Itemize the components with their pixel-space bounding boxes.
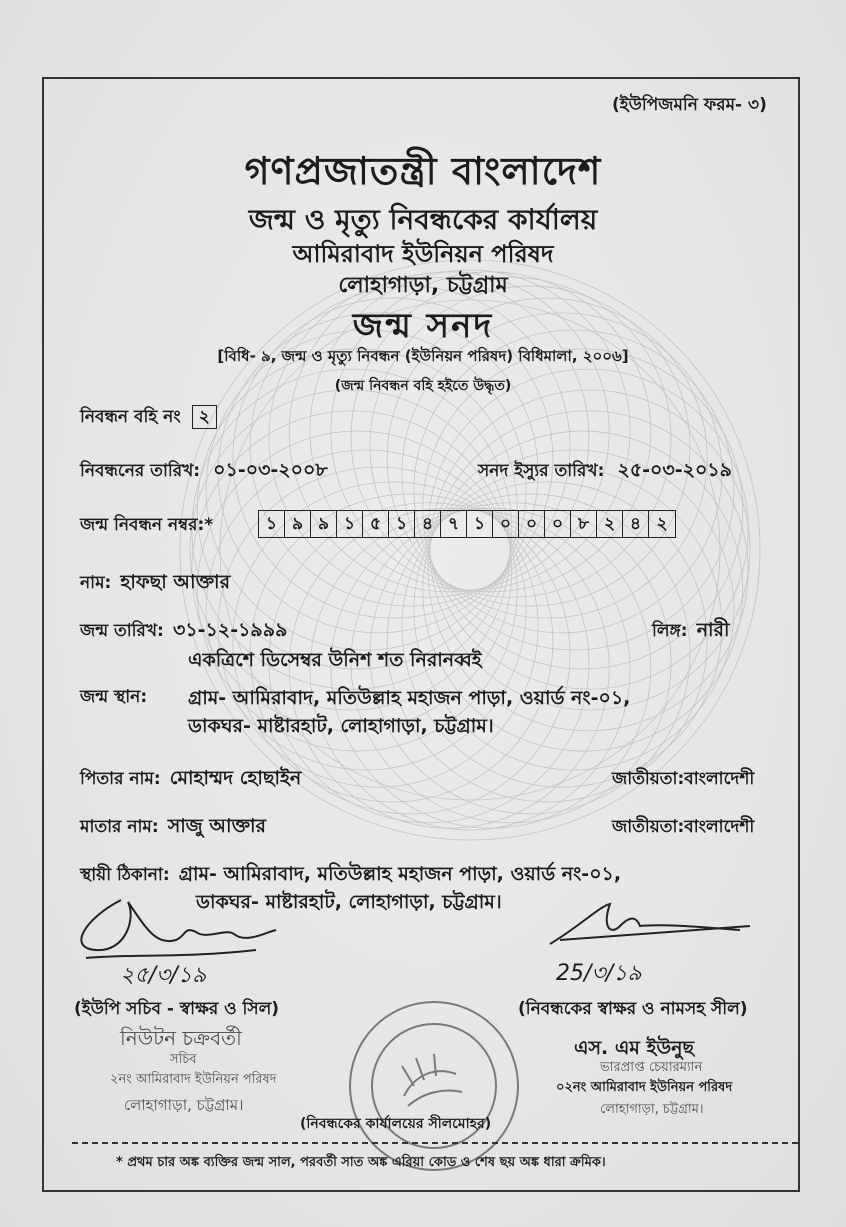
- footnote-divider: [72, 1142, 798, 1144]
- birth-reg-digit: ১: [259, 511, 285, 537]
- registrar-caption: (নিবন্ধকের স্বাক্ষর ও নামসহ সীল): [518, 999, 748, 1019]
- registrar-stamp-place: লোহাগাড়া, চট্টগ্রাম।: [600, 1102, 704, 1117]
- birthplace-label: জন্ম স্থান:: [80, 687, 148, 707]
- birth-reg-digit: ৫: [363, 511, 389, 537]
- secretary-caption: (ইউপি সচিব - স্বাক্ষর ও সিল): [74, 999, 280, 1019]
- registration-date-value: ০১-০৩-২০০৮: [213, 459, 328, 481]
- register-book-number: ২: [192, 405, 217, 429]
- footnote: * প্রথম চার অঙ্ক ব্যক্তির জন্ম সাল, পরবর্তী সাত অঙ্ক এরিয়া কোড ও শেষ ছয় অঙ্ক ধারা ক্রমিক।: [116, 1155, 606, 1170]
- register-book-label: নিবন্ধন বহি নং: [80, 407, 181, 427]
- name-label: নাম:: [80, 573, 112, 593]
- birth-reg-digit: ৪: [415, 511, 441, 537]
- father-nationality: বাংলাদেশী: [684, 769, 755, 789]
- sex-value: নারী: [696, 619, 730, 641]
- secretary-stamp-name: নিউটন চক্রবর্তী: [120, 1026, 242, 1050]
- mother-nationality-label: জাতীয়তা:: [612, 817, 685, 837]
- dob-in-words: একত্রিশে ডিসেম্বর উনিশ শত নিরানব্বই: [188, 649, 482, 671]
- registrar-signature-date: 25/৩/১৯: [556, 961, 642, 986]
- birth-reg-digit: ২: [656, 514, 668, 534]
- mother-nationality-row: [612, 814, 754, 842]
- sex-row: [652, 616, 729, 648]
- birth-reg-digit: ০: [493, 511, 519, 537]
- secretary-stamp-place: লোহাগাড়া, চট্টগ্রাম।: [124, 1096, 244, 1114]
- birth-reg-label: [80, 512, 213, 540]
- union-heading: আমিরাবাদ ইউনিয়ন পরিষদ: [292, 240, 554, 268]
- registrar-stamp-name: এস. এম ইউনুছ: [574, 1037, 694, 1059]
- office-heading: জন্ম ও মৃত্যু নিবন্ধকের কার্যালয়: [248, 203, 598, 236]
- father-nationality-label: জাতীয়তা:: [612, 769, 685, 789]
- mother-label: মাতার নাম:: [80, 817, 159, 837]
- address-line-1: গ্রাম- আমিরাবাদ, মতিউল্লাহ মহাজন পাড়া, ওয়ার্ড নং-০১,: [178, 863, 622, 885]
- birth-reg-digit: ০: [519, 511, 545, 537]
- registrar-stamp-union: ০২নং আমিরাবাদ ইউনিয়ন পরিষদ: [556, 1080, 733, 1095]
- birth-reg-digit: ২: [597, 511, 623, 537]
- birth-reg-label-text: জন্ম নিবন্ধন নম্বর:*: [80, 515, 214, 535]
- register-book-row: [80, 404, 217, 432]
- form-number: (ইউপিজমনি ফরম- ৩): [612, 95, 767, 115]
- office-seal: [344, 996, 524, 1176]
- registrar-stamp-title: ভারপ্রাপ্ত চেয়ারম্যান: [600, 1060, 703, 1075]
- secretary-stamp-title: সচিব: [170, 1052, 197, 1067]
- birth-reg-digit: ৪: [623, 511, 649, 537]
- dob-value: ৩১-১২-১৯৯৯: [172, 619, 288, 641]
- name-value: হাফছা আক্তার: [120, 571, 231, 593]
- mother-nationality: বাংলাদেশী: [684, 817, 755, 837]
- dob-label: জন্ম তারিখ:: [80, 621, 164, 641]
- father-name: মোহাম্মদ হোছাইন: [169, 767, 302, 789]
- birthplace-line-2: ডাকঘর- মাষ্টারহাট, লোহাগাড়া, চট্টগ্রাম।: [188, 715, 494, 737]
- registration-date-label: নিবন্ধনের তারিখ:: [80, 461, 201, 481]
- certificate-title: জন্ম সনদ: [352, 306, 494, 346]
- birth-reg-number: [258, 510, 676, 538]
- sex-label: লিঙ্গ:: [652, 621, 688, 641]
- birth-reg-digit: ৯: [311, 511, 337, 537]
- secretary-stamp-union: ২নং আমিরাবাদ ইউনিয়ন পরিষদ: [110, 1072, 277, 1087]
- father-label: পিতার নাম:: [80, 769, 161, 789]
- birth-reg-digit: ১: [337, 511, 363, 537]
- address-line-2: ডাকঘর- মাষ্টারহাট, লোহাগাড়া, চট্টগ্রাম।: [196, 891, 502, 913]
- registrar-signature: [540, 896, 780, 956]
- registration-date-row: [80, 456, 328, 488]
- birth-reg-digit: ১: [389, 511, 415, 537]
- name-row: [80, 568, 230, 600]
- birth-reg-digit: ৮: [571, 511, 597, 537]
- secretary-signature-date: ২৫/৩/১৯: [120, 963, 207, 988]
- father-row: [80, 764, 301, 796]
- birth-reg-digit: ৭: [441, 511, 467, 537]
- birth-reg-digit: ৯: [285, 511, 311, 537]
- country-heading: গণপ্রজাতন্ত্রী বাংলাদেশ: [244, 149, 602, 193]
- location-heading: লোহাগাড়া, চট্টগ্রাম: [338, 273, 508, 298]
- birth-reg-digit: ১: [467, 511, 493, 537]
- issue-date-value: ২৫-০৩-২০১৯: [617, 459, 732, 481]
- birthplace-line-1: গ্রাম- আমিরাবাদ, মতিউল্লাহ মহাজন পাড়া, ওয়ার্ড নং-০১,: [188, 687, 631, 709]
- extract-note: (জন্ম নিবন্ধন বহি হইতে উদ্ধৃত): [334, 378, 512, 394]
- mother-row: [80, 812, 266, 844]
- issue-date-row: [478, 456, 732, 488]
- father-nationality-row: [612, 766, 754, 794]
- seal-caption: (নিবন্ধকের কার্যালয়ের সীলমোহর): [300, 1116, 492, 1132]
- dob-row: [80, 616, 287, 648]
- issue-date-label: সনদ ইস্যুর তারিখ:: [478, 461, 605, 481]
- mother-name: সাজু আক্তার: [167, 815, 266, 837]
- address-label: স্থায়ী ঠিকানা:: [80, 865, 170, 885]
- birth-reg-digit: ০: [545, 511, 571, 537]
- rule-reference: [বিধি- ৯, জন্ম ও মৃত্যু নিবন্ধন (ইউনিয়ন পরিষদ) বিধিমালা, ২০০৬]: [217, 347, 629, 365]
